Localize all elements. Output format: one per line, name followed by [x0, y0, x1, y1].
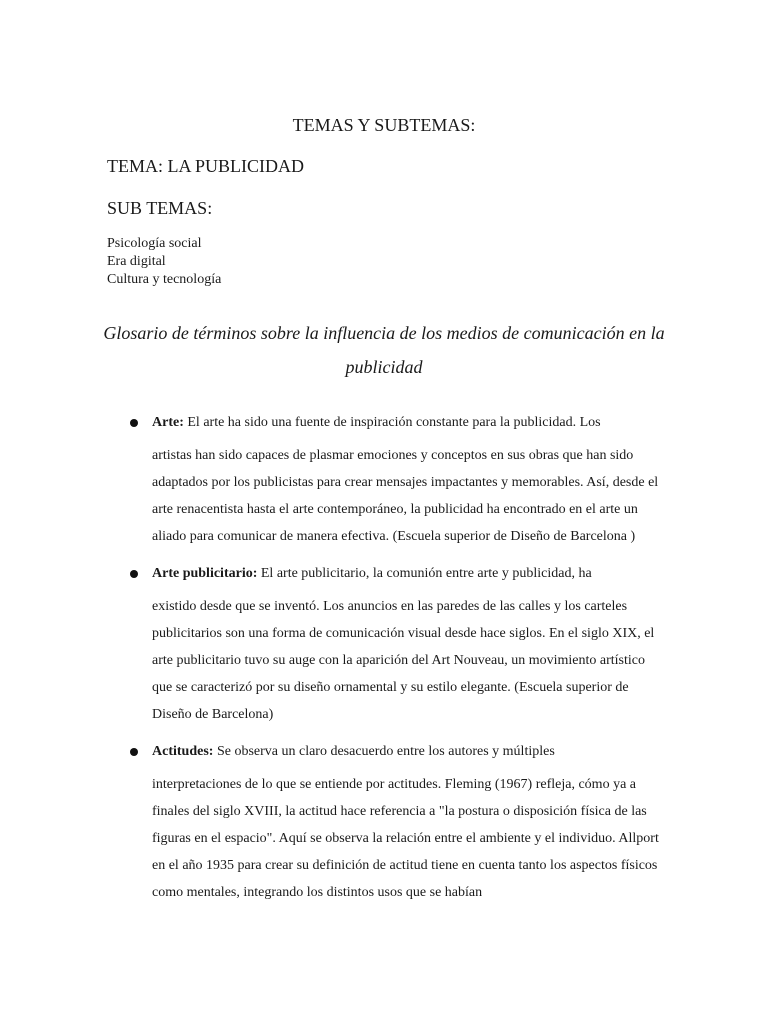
- page-heading: TEMAS Y SUBTEMAS:: [292, 115, 476, 135]
- bullet-icon: [130, 419, 138, 427]
- glossary-title-line1: Glosario de términos sobre la influencia de los medios de comunicación en la: [103, 323, 665, 343]
- bullet-icon: [130, 570, 138, 578]
- glossary-first-line: Se observa un claro desacuerdo entre los autores y múltiples: [213, 744, 555, 759]
- subtema-item: Cultura y tecnología: [107, 272, 222, 287]
- subtema-item: Era digital: [107, 254, 166, 269]
- glossary-definition: existido desde que se inventó. Los anuncios en las paredes de las calles y los carteles publicitarios son una forma de comunicación visual desde hace siglos. En el siglo XIX, el arte publicitario tuvo su auge con la aparición del Art Nouveau, un movimiento artístico que se caracterizó por su diseño ornamental y su estilo elegante. (Escuela superior de Diseño de Barcelona): [152, 599, 655, 722]
- subtemas-list: [107, 235, 221, 289]
- glossary-definition: interpretaciones de lo que se entiende por actitudes. Fleming (1967) refleja, cómo ya a finales del siglo XVIII, la actitud hace referencia a "la postura o disposición física de las figuras en el espacio". Aquí se observa la relación entre el ambiente y el individuo. Allport en el año 1935 para crear su definición de actitud tiene en cuenta tanto los aspectos físicos como mentales, integrando los distintos usos que se habían: [152, 777, 659, 900]
- glossary-term: Arte:: [152, 415, 184, 430]
- glossary-first-line: El arte ha sido una fuente de inspiración constante para la publicidad. Los: [183, 415, 601, 430]
- glossary-entry-actitudes: [152, 738, 664, 906]
- glossary-title: [100, 316, 668, 384]
- bullet-icon: [130, 748, 138, 756]
- glossary-definition: artistas han sido capaces de plasmar emociones y conceptos en sus obras que han sido adaptados por los publicistas para crear mensajes impactantes y memorables. Así, desde el arte renacentista hasta el arte contemporáneo, la publicidad ha encontrado en el arte un aliado para comunicar de manera efectiva. (Escuela superior de Diseño de Barcelona ): [152, 448, 659, 544]
- tema-heading: TEMA: LA PUBLICIDAD: [107, 156, 304, 176]
- glossary-first-line: El arte publicitario, la comunión entre arte y publicidad, ha: [257, 566, 592, 581]
- glossary-term: Arte publicitario:: [152, 566, 258, 581]
- glossary-list: [0, 409, 768, 916]
- glossary-entry-arte: [152, 409, 664, 550]
- subtemas-label: SUB TEMAS:: [107, 198, 213, 218]
- glossary-entry-arte-publicitario: [152, 560, 664, 728]
- subtema-item: Psicología social: [107, 236, 202, 251]
- glossary-title-line2: publicidad: [345, 357, 423, 377]
- glossary-term: Actitudes:: [152, 744, 214, 759]
